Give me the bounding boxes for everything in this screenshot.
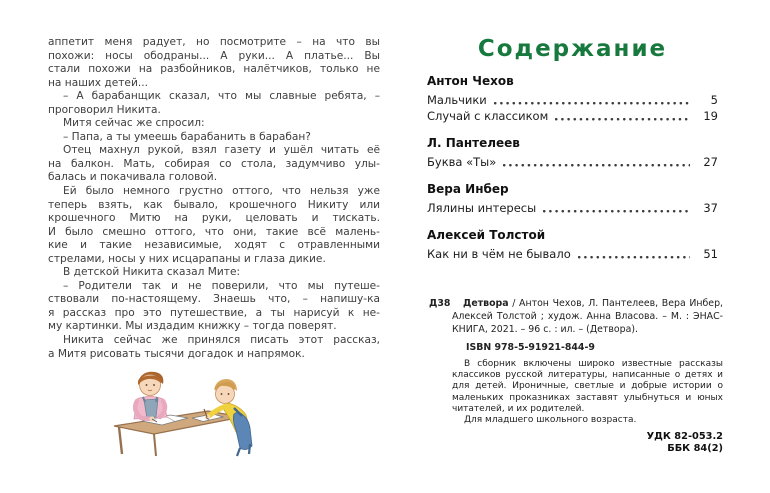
text-line: Отец махнул рукой, взял газету и ушёл читать её — [63, 144, 380, 157]
toc-dot-leader — [555, 118, 690, 121]
toc-page-number: 5 — [710, 93, 718, 107]
text-line: балась и покачивала головой. — [48, 171, 218, 184]
toc-entry — [427, 107, 718, 123]
toc-page-number: 37 — [703, 201, 718, 215]
toc-entry-title: Как ни в чём не бывало — [427, 247, 571, 261]
toc-entry — [427, 199, 718, 215]
toc-entry — [427, 153, 718, 169]
toc-author: Вера Инбер — [427, 182, 509, 196]
text-line: В детской Никита сказал Мите: — [63, 266, 241, 279]
text-line: стали похожи на разбойников, налётчиков, только не — [48, 63, 380, 76]
toc-section — [427, 182, 718, 215]
text-line: Никита сейчас же принялся писать этот рассказ, — [63, 334, 380, 347]
toc-page-number: 19 — [703, 109, 718, 123]
left-page-text — [48, 36, 380, 361]
story-illustration — [110, 368, 260, 464]
text-line: а Митя рисовать тысячи догадок и напрямок. — [48, 347, 305, 360]
toc-entry-title: Буква «Ты» — [427, 155, 497, 169]
children-drawing-illustration — [110, 368, 260, 460]
toc-entry-title: Мальчики — [427, 93, 487, 107]
text-line: аппетит меня радует, но посмотрите – на что вы — [48, 36, 380, 48]
toc-entry-title: Лялины интересы — [427, 201, 537, 215]
text-line: кие и такие независимые, ходят с отравленными — [48, 239, 380, 252]
toc-dot-leader — [578, 256, 690, 259]
imprint-audience: Для младшего школьного возраста. — [464, 415, 637, 426]
toc-title: Содержание — [477, 36, 668, 62]
text-line: Ей было немного грустно оттого, что нельзя уже — [63, 185, 380, 198]
text-line: теперь взять, как бывало, крошечного Никиту или — [48, 198, 380, 211]
text-line: – А барабанщик сказал, что мы славные ребята, – — [63, 90, 380, 103]
imprint-isbn: ISBN 978-5-91921-844-9 — [466, 342, 595, 353]
toc-dot-leader — [503, 164, 690, 167]
text-line: проговорил Никита. — [48, 103, 161, 116]
toc-entry — [427, 245, 718, 261]
imprint-annotation: В сборник включены широко известные рассказы классиков русской литературы, написанные о детях и для детей. Ироничные, светлые и добрые истории о маленьких проказниках заставят улыбнуться и юных читателей, и их родителей. — [452, 359, 723, 414]
udk-number: УДК 82-053.2 — [646, 431, 723, 443]
table-of-contents — [427, 74, 718, 274]
toc-entry — [427, 91, 718, 107]
text-line: – Родители так и не поверили, что мы путеше- — [63, 279, 380, 292]
imprint-book-title: Детвора — [463, 298, 509, 309]
text-line: ствовали по-настоящему. Знаешь что, – напишу-ка — [48, 293, 380, 306]
text-line: на наших детей... — [48, 76, 148, 89]
toc-dot-leader — [543, 210, 690, 213]
toc-author: Алексей Толстой — [427, 228, 546, 242]
text-line: крошечного Митю на руки, целовать и тискать. — [48, 212, 380, 225]
imprint-codes — [429, 431, 723, 454]
bbk-number: ББК 84(2) — [667, 442, 723, 454]
toc-author: Антон Чехов — [427, 74, 514, 88]
text-line: му картинки. Мы издадим книжку – тогда поверят. — [48, 320, 337, 333]
imprint-code: Д38 — [429, 298, 451, 309]
text-line: И было смешно оттого, что они, такие всё малень- — [48, 225, 380, 238]
toc-section — [427, 136, 718, 169]
toc-dot-leader — [494, 102, 690, 105]
toc-page-number: 51 — [703, 247, 718, 261]
text-line: стрелами, носы у них исцарапаны и глаза дикие. — [48, 252, 326, 265]
toc-section — [427, 74, 718, 123]
text-line: Митя сейчас же спросил: — [63, 117, 205, 130]
imprint-description — [452, 297, 723, 336]
toc-page-number: 27 — [703, 155, 718, 169]
imprint-block — [429, 297, 723, 454]
toc-section — [427, 228, 718, 261]
text-line: похожи: носы ободраны... А руки... А платье... Вы — [48, 49, 380, 62]
toc-author: Л. Пантелеев — [427, 136, 520, 150]
text-line: на балкон. Мать, собирая со стола, задумчиво улы- — [48, 157, 380, 170]
text-line: я рассказ про это путешествие, а ты нарисуй к не- — [48, 306, 380, 319]
text-line: – Папа, а ты умеешь барабанить в барабан? — [63, 130, 311, 143]
toc-entry-title: Случай с классиком — [427, 109, 549, 123]
imprint-description-text: / Антон Чехов, Л. Пантелеев, Вера Инбер, Алексей Толстой ; худож. Анна Власова. – М. : ЭНАС-КНИГА, 2021. – 96 с. : ил. – (Детвора). — [452, 298, 723, 335]
